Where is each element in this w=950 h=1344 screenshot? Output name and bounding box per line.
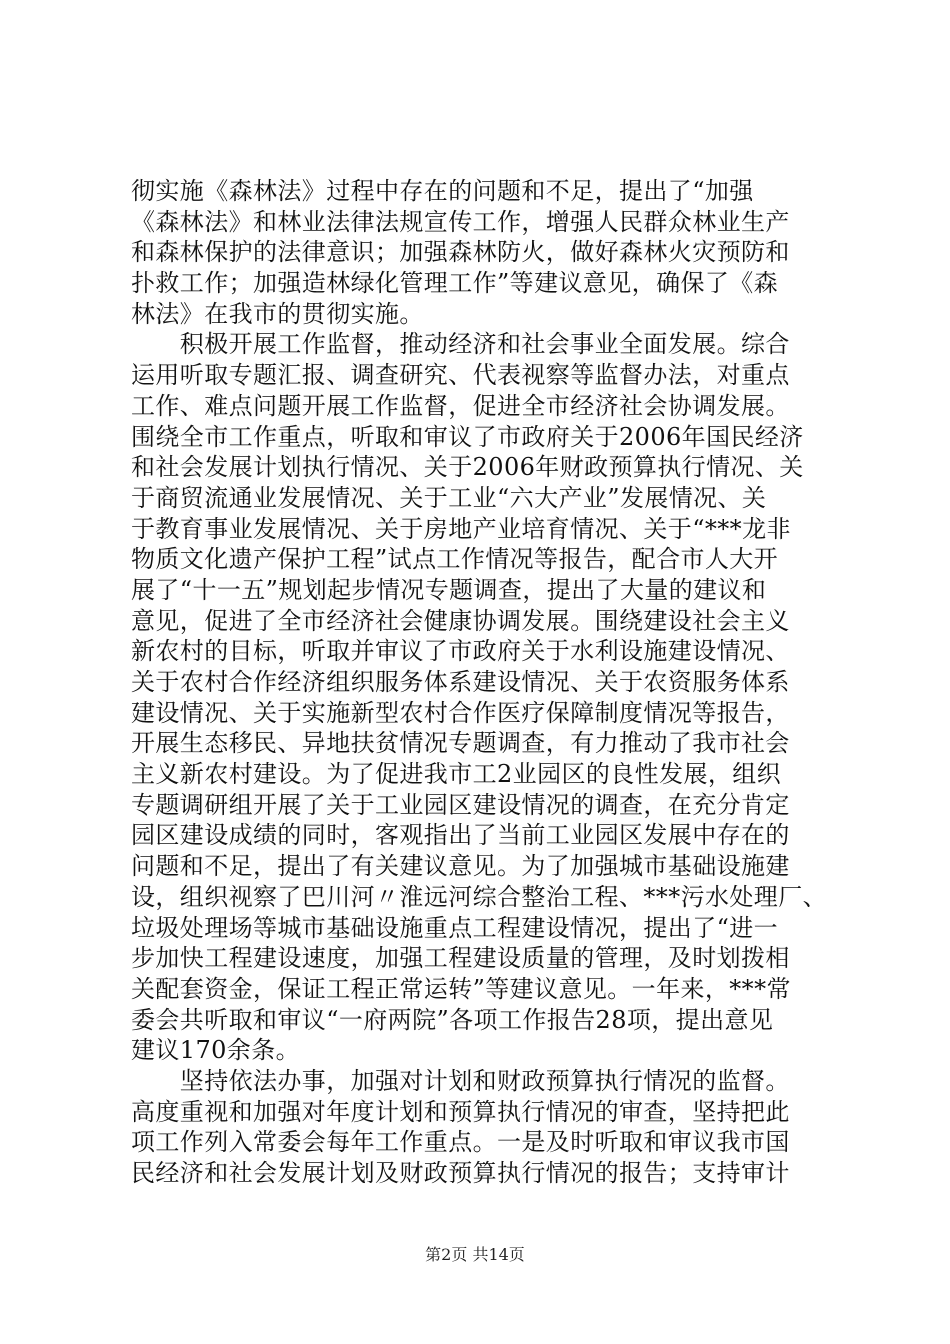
text-line: 运用听取专题汇报、调查研究、代表视察等监督办法，对重点: [131, 361, 790, 390]
text-line: 垃圾处理场等城市基础设施重点工程建设情况，提出了“进一: [131, 913, 779, 942]
text-line: 民经济和社会发展计划及财政预算执行情况的报告；支持审计: [131, 1159, 790, 1187]
text-line: 开展生态移民、异地扶贫情况专题调查，有力推动了我市社会: [131, 729, 790, 758]
document-body: [131, 176, 831, 1189]
text-line: 意见，促进了全市经济社会健康协调发展。围绕建设社会主义: [131, 606, 790, 635]
text-line: 于教育事业发展情况、关于房地产业培育情况、关于“***龙非: [131, 514, 791, 543]
text-line: 扑救工作；加强造林绿化管理工作”等建议意见，确保了《森: [131, 269, 779, 298]
text-line: 和社会发展计划执行情况、关于2006年财政预算执行情况、关: [131, 453, 804, 482]
text-line: 专题调研组开展了关于工业园区建设情况的调查，在充分肯定: [131, 790, 790, 819]
text-line: 坚持依法办事，加强对计划和财政预算执行情况的监督。: [131, 1066, 790, 1095]
text-line: 关配套资金，保证工程正常运转”等建议意见。一年来，***常: [131, 974, 791, 1003]
text-line: 彻实施《森林法》过程中存在的问题和不足，提出了“加强: [131, 177, 754, 205]
text-line: 委会共听取和审议“一府两院”各项工作报告28项，提出意见: [131, 1005, 774, 1034]
text-line: 建设情况、关于实施新型农村合作医疗保障制度情况等报告，: [131, 698, 790, 727]
text-line: 设，组织视察了巴川河〃淮远河综合整治工程、***污水处理厂、: [131, 882, 827, 911]
text-line: 《森林法》和林业法律法规宣传工作，增强人民群众林业生产: [131, 207, 790, 236]
text-line: 新农村的目标，听取并审议了市政府关于水利设施建设情况、: [131, 637, 790, 666]
text-line: 步加快工程建设速度，加强工程建设质量的管理，及时划拨相: [131, 944, 790, 973]
text-line: 项工作列入常委会每年工作重点。一是及时听取和审议我市国: [131, 1128, 790, 1157]
text-line: 主义新农村建设。为了促进我市工2业园区的良性发展，组织: [131, 760, 782, 789]
text-line: 物质文化遗产保护工程”试点工作情况等报告，配合市人大开: [131, 545, 779, 574]
text-line: 于商贸流通业发展情况、关于工业“六大产业”发展情况、关: [131, 483, 767, 512]
text-line: 建议170余条。: [131, 1036, 301, 1065]
text-line: 林法》在我市的贯彻实施。: [131, 299, 424, 328]
text-line: 高度重视和加强对年度计划和预算执行情况的审查，坚持把此: [131, 1097, 790, 1126]
text-line: 和森林保护的法律意识；加强森林防火，做好森林火灾预防和: [131, 238, 790, 267]
text-line: 围绕全市工作重点，听取和审议了市政府关于2006年国民经济: [131, 422, 804, 451]
text-line: 园区建设成绩的同时，客观指出了当前工业园区发展中存在的: [131, 821, 790, 850]
text-line: 关于农村合作经济组织服务体系建设情况、关于农资服务体系: [131, 668, 790, 696]
text-line: 问题和不足，提出了有关建议意见。为了加强城市基础设施建: [131, 852, 790, 881]
text-line: 积极开展工作监督，推动经济和社会事业全面发展。综合: [131, 330, 790, 359]
text-line: 展了“十一五”规划起步情况专题调查，提出了大量的建议和: [131, 575, 767, 604]
page-footer: 第2页 共14页: [425, 1245, 525, 1264]
text-line: 工作、难点问题开展工作监督，促进全市经济社会协调发展。: [131, 391, 790, 420]
